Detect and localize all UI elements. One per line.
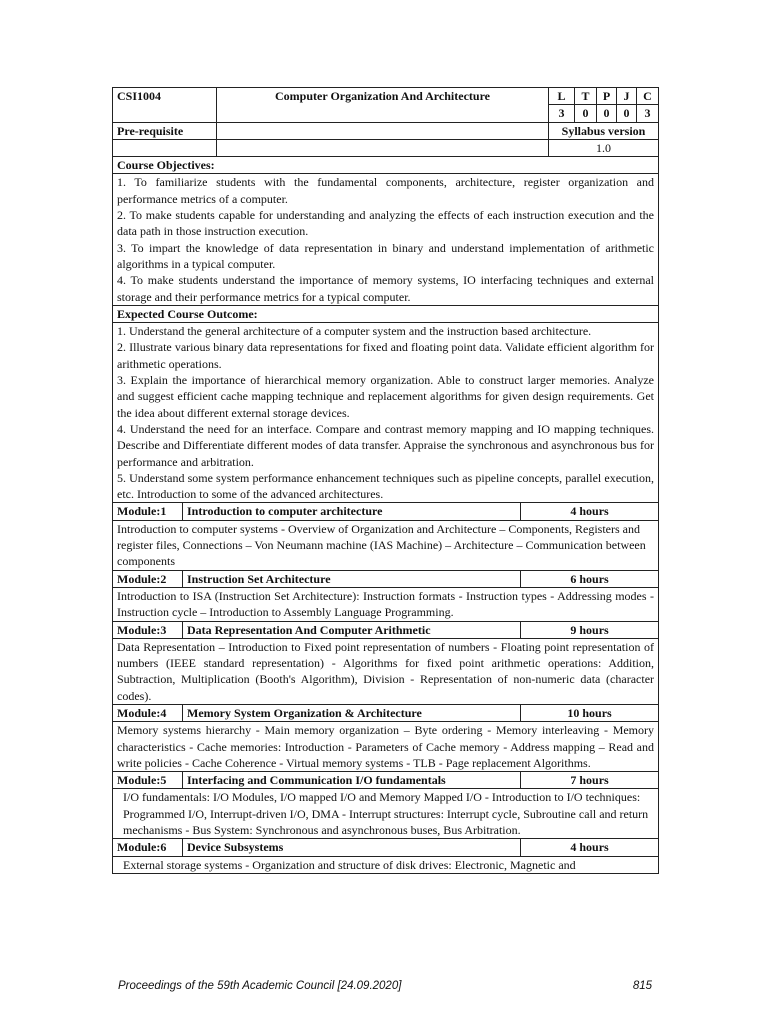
ltpjc-header-l: L: [549, 88, 575, 105]
prerequisite-empty-cell-2: [217, 139, 549, 156]
module-label: Module:4: [113, 704, 183, 721]
module-content: I/O fundamentals: I/O Modules, I/O mapped I/O and Memory Mapped I/O - Introduction to I/O techniques: Programmed I/O, Interrupt-driven I/O, DMA - Interrupt structures: Interrupt cycle, Subroutine call and return mechanisms - Bus System: Synchronous and asynchronous buses, Bus Arbitration.: [113, 789, 659, 839]
module-title: Data Representation And Computer Arithmetic: [183, 621, 521, 638]
course-title: Computer Organization And Architecture: [217, 88, 549, 123]
outcome-item: 4. Understand the need for an interface. Compare and contrast memory mapping and IO mapping techniques. Describe and Differentiate different modes of data transfer. Appraise the synchronous and asynchronous bus for performance and arbitration.: [117, 421, 655, 469]
syllabus-version-label: Syllabus version: [549, 122, 659, 139]
module-header-row: [113, 704, 659, 721]
module-title: Device Subsystems: [183, 839, 521, 856]
objective-item: 1. To familiarize students with the fundamental components, architecture, register organization and performance metrics of a computer.: [117, 175, 655, 206]
module-content-row: [113, 520, 659, 570]
module-content: Data Representation – Introduction to Fixed point representation of numbers - Floating point representation of numbers (IEEE standard representation) - Algorithms for fixed point arithmetic operations: Addition, Subtraction, Multiplication (Booth's Algorithm), Division - Representation of non-numeric data (character codes).: [113, 638, 659, 704]
module-header-row: [113, 621, 659, 638]
module-hours: 7 hours: [521, 772, 659, 789]
objective-item: 2. To make students capable for understanding and analyzing the effects of each instruction execution and the data path in those instruction execution.: [117, 208, 655, 239]
module-hours: 10 hours: [521, 704, 659, 721]
outcome-item: 5. Understand some system performance enhancement techniques such as pipeline concepts, parallel execution, etc. Introduction to some of the advanced architectures.: [117, 470, 655, 502]
module-label: Module:5: [113, 772, 183, 789]
module-title: Memory System Organization & Architecture: [183, 704, 521, 721]
objective-item: 3. To impart the knowledge of data representation in binary and understand implementation of arithmetic algorithms in a typical computer.: [117, 240, 655, 271]
module-title: Instruction Set Architecture: [183, 570, 521, 587]
module-header-row: [113, 772, 659, 789]
objectives-content-row: [113, 174, 659, 305]
ltpjc-value-j: 0: [617, 105, 637, 122]
module-content-row: [113, 638, 659, 704]
module-label: Module:6: [113, 839, 183, 856]
ltpjc-header-c: C: [637, 88, 659, 105]
course-code: CSI1004: [113, 88, 217, 123]
module-content: Introduction to ISA (Instruction Set Architecture): Instruction formats - Instruction types - Addressing modes - Instruction cycle – Introduction to Assembly Language Programming.: [113, 587, 659, 621]
ltpjc-value-t: 0: [575, 105, 597, 122]
footer-text: Proceedings of the 59th Academic Council [24.09.2020]: [118, 980, 402, 992]
syllabus-version-row: [113, 139, 659, 156]
ltpjc-value-p: 0: [597, 105, 617, 122]
ltpjc-header-p: P: [597, 88, 617, 105]
module-header-row: [113, 570, 659, 587]
module-title: Interfacing and Communication I/O fundamentals: [183, 772, 521, 789]
outcome-item: 1. Understand the general architecture of a computer system and the instruction based architecture.: [117, 324, 592, 339]
outcomes-content-row: [113, 323, 659, 503]
course-header-row: [113, 88, 659, 105]
objectives-list: [113, 174, 659, 305]
outcome-item: 3. Explain the importance of hierarchical memory organization. Able to construct larger memories. Analyze and suggest efficient cache mapping technique and replacement algorithms for given design requirements. Get the idea about different external storage devices.: [117, 373, 655, 420]
outcomes-heading-row: [113, 305, 659, 322]
prerequisite-value: [217, 122, 549, 139]
objectives-heading: Course Objectives:: [113, 157, 659, 174]
module-content-row: [113, 789, 659, 839]
module-hours: 4 hours: [521, 503, 659, 520]
outcomes-heading: Expected Course Outcome:: [113, 305, 659, 322]
prerequisite-empty-cell: [113, 139, 217, 156]
objectives-heading-row: [113, 157, 659, 174]
module-hours: 4 hours: [521, 839, 659, 856]
ltpjc-header-j: J: [617, 88, 637, 105]
outcomes-list: [113, 323, 659, 503]
module-label: Module:1: [113, 503, 183, 520]
prerequisite-row: [113, 122, 659, 139]
objective-item: 4. To make students understand the importance of memory systems, IO interfacing techniques and external storage and their performance metrics for a typical computer.: [117, 273, 655, 304]
module-hours: 6 hours: [521, 570, 659, 587]
page-footer: [118, 980, 652, 992]
module-label: Module:3: [113, 621, 183, 638]
syllabus-table: [112, 87, 659, 874]
ltpjc-header-t: T: [575, 88, 597, 105]
outcome-item: 2. Illustrate various binary data representations for fixed and floating point data. Validate efficient algorithm for arithmetic operations.: [117, 340, 655, 371]
ltpjc-value-l: 3: [549, 105, 575, 122]
module-content: External storage systems - Organization and structure of disk drives: Electronic, Magnetic and: [113, 856, 659, 873]
module-header-row: [113, 503, 659, 520]
module-content-row: [113, 722, 659, 772]
module-content-row: [113, 856, 659, 873]
module-content: Introduction to computer systems - Overview of Organization and Architecture – Components, Registers and register files, Connections – Von Neumann machine (IAS Machine) – Architecture – Communication between components: [113, 520, 659, 570]
module-label: Module:2: [113, 570, 183, 587]
syllabus-sheet: [112, 87, 658, 874]
page-number: 815: [632, 980, 652, 992]
prerequisite-label: Pre-requisite: [113, 122, 217, 139]
syllabus-version-value: 1.0: [549, 139, 659, 156]
module-hours: 9 hours: [521, 621, 659, 638]
module-header-row: [113, 839, 659, 856]
module-title: Introduction to computer architecture: [183, 503, 521, 520]
module-content: Memory systems hierarchy - Main memory organization – Byte ordering - Memory interleaving - Memory characteristics - Cache memories: Introduction - Parameters of Cache memory - Address mapping – Read and write policies - Cache Coherence - Virtual memory systems - TLB - Page replacement Algorithms.: [113, 722, 659, 772]
ltpjc-value-c: 3: [637, 105, 659, 122]
module-content-row: [113, 587, 659, 621]
